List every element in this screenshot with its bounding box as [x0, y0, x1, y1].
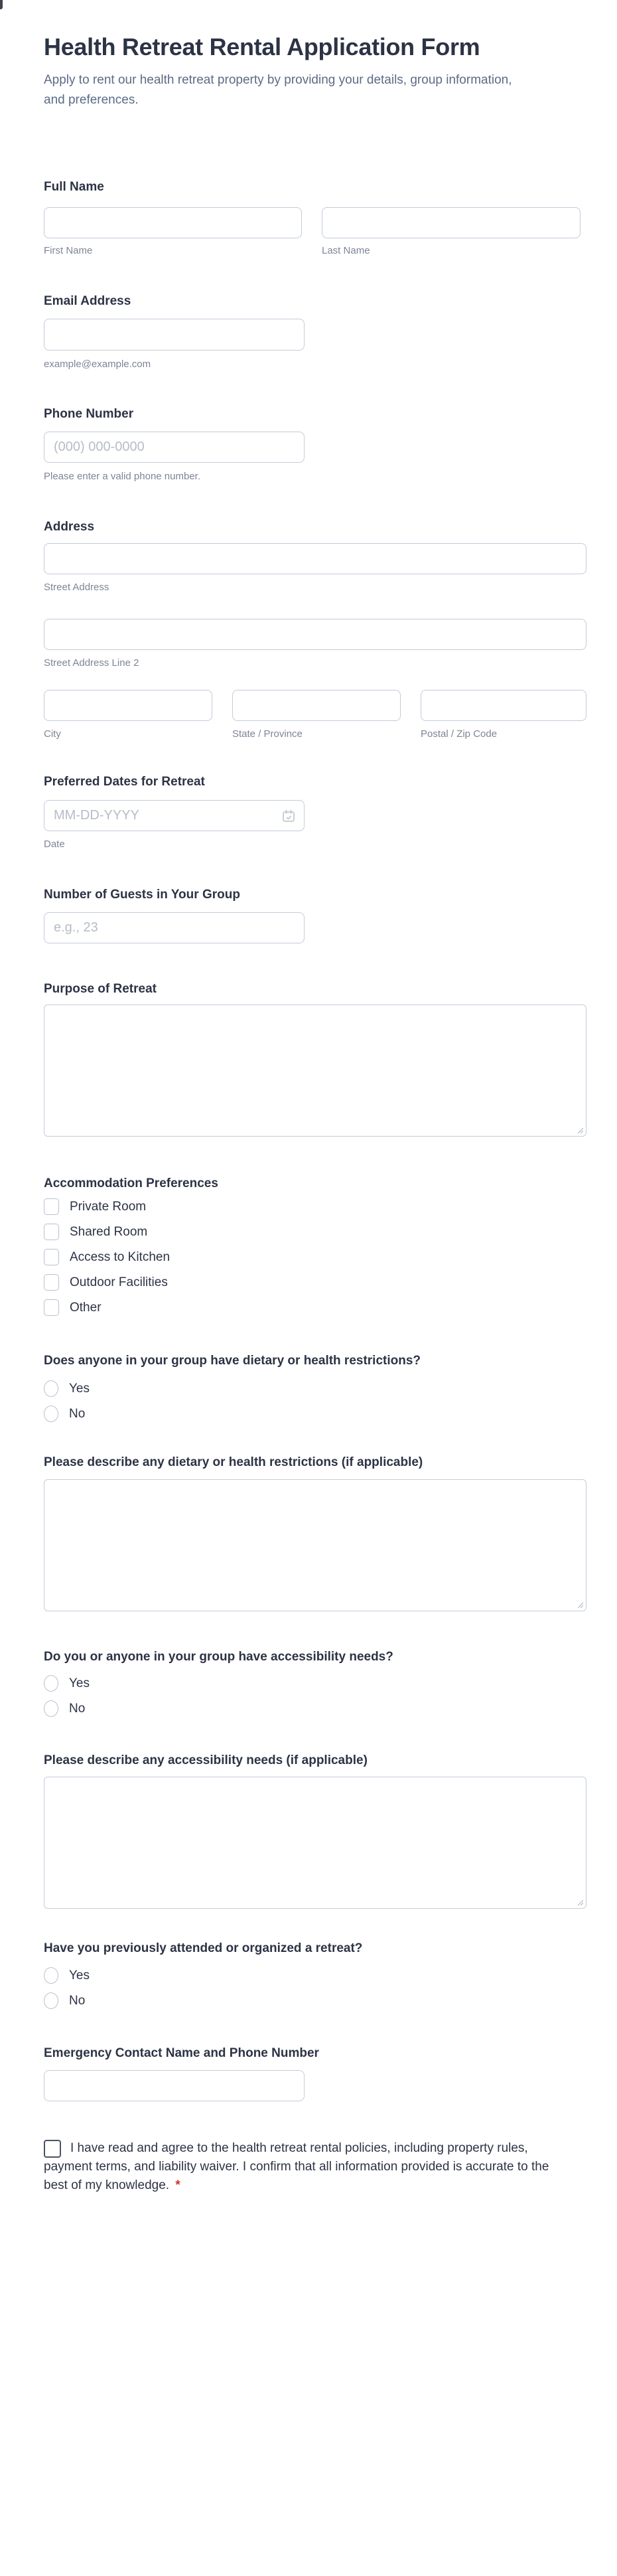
- option-label: Shared Room: [70, 1224, 148, 1239]
- checkbox-option-access-kitchen: [44, 1248, 170, 1266]
- agreement-checkbox[interactable]: [44, 2140, 61, 2158]
- purpose-textarea-wrap: [44, 1005, 586, 1137]
- option-label: No: [69, 1406, 86, 1421]
- emergency-input[interactable]: [44, 2070, 305, 2101]
- last-name-input[interactable]: [322, 207, 581, 238]
- street-address-input[interactable]: [44, 543, 586, 574]
- checkbox[interactable]: [44, 1224, 59, 1240]
- radio-option-accessibility-no: [44, 1700, 85, 1718]
- date-sublabel: Date: [44, 839, 65, 850]
- date-input[interactable]: [44, 800, 305, 831]
- dietary-question-label: Does anyone in your group have dietary or health restrictions?: [44, 1354, 421, 1368]
- purpose-label: Purpose of Retreat: [44, 982, 157, 996]
- emergency-label: Emergency Contact Name and Phone Number: [44, 2046, 319, 2060]
- calendar-check-icon[interactable]: [281, 809, 296, 823]
- page-subtitle: Apply to rent our health retreat property by providing your details, group information, and preferences.: [44, 73, 512, 107]
- option-label: Other: [70, 1300, 102, 1315]
- email-sublabel: example@example.com: [44, 359, 151, 370]
- checkbox[interactable]: [44, 1274, 59, 1291]
- checkbox[interactable]: [44, 1249, 59, 1265]
- checkbox-option-private-room: [44, 1198, 146, 1216]
- radio-option-previous-no: [44, 1992, 85, 2010]
- full-name-label: Full Name: [44, 180, 104, 194]
- option-label: Outdoor Facilities: [70, 1275, 168, 1289]
- phone-sublabel: Please enter a valid phone number.: [44, 471, 200, 482]
- accessibility-textarea[interactable]: [44, 1777, 586, 1909]
- guests-label: Number of Guests in Your Group: [44, 888, 240, 902]
- state-sublabel: State / Province: [232, 728, 303, 740]
- radio-button[interactable]: [44, 1700, 58, 1717]
- radio-button[interactable]: [44, 1380, 58, 1397]
- radio-button[interactable]: [44, 1406, 58, 1422]
- last-name-sublabel: Last Name: [322, 245, 370, 256]
- phone-input[interactable]: [44, 432, 305, 463]
- accessibility-describe-label: Please describe any accessibility needs (if applicable): [44, 1753, 368, 1767]
- street-address-line2-input[interactable]: [44, 619, 586, 650]
- purpose-textarea[interactable]: [44, 1005, 586, 1137]
- preferred-dates-label: Preferred Dates for Retreat: [44, 775, 205, 789]
- street-address-sublabel: Street Address: [44, 582, 109, 593]
- postal-sublabel: Postal / Zip Code: [421, 728, 498, 740]
- agreement-text: I have read and agree to the health retreat rental policies, including property rules, payment terms, and liability waiver. I confirm that all information provided is accurate to the best of my knowledge.: [44, 2141, 549, 2192]
- guests-input[interactable]: [44, 912, 305, 943]
- dietary-textarea[interactable]: [44, 1479, 586, 1611]
- street-address-line2-sublabel: Street Address Line 2: [44, 657, 139, 669]
- address-label: Address: [44, 520, 95, 534]
- option-label: No: [69, 1701, 86, 1716]
- checkbox-option-outdoor-facilities: [44, 1273, 168, 1291]
- radio-option-previous-yes: [44, 1967, 90, 1984]
- accessibility-question-label: Do you or anyone in your group have accessibility needs?: [44, 1650, 393, 1664]
- option-label: No: [69, 1993, 86, 2008]
- checkbox[interactable]: [44, 1299, 59, 1316]
- option-label: Access to Kitchen: [70, 1249, 171, 1264]
- radio-button[interactable]: [44, 1675, 58, 1692]
- accommodation-label: Accommodation Preferences: [44, 1176, 218, 1190]
- date-field: [44, 800, 305, 831]
- first-name-sublabel: First Name: [44, 245, 93, 256]
- dietary-describe-label: Please describe any dietary or health restrictions (if applicable): [44, 1455, 423, 1469]
- checkbox-option-shared-room: [44, 1223, 147, 1241]
- page-title: Health Retreat Rental Application Form: [44, 33, 480, 60]
- option-label: Yes: [69, 1968, 90, 1982]
- email-label: Email Address: [44, 294, 131, 308]
- checkbox[interactable]: [44, 1198, 59, 1215]
- accessibility-textarea-wrap: [44, 1777, 586, 1909]
- option-label: Yes: [69, 1676, 90, 1690]
- checkbox-option-other: [44, 1299, 102, 1317]
- screen-corner-artifact: [0, 0, 3, 9]
- option-label: Yes: [69, 1381, 90, 1396]
- first-name-input[interactable]: [44, 207, 302, 238]
- required-asterisk: *: [175, 2178, 180, 2192]
- email-input[interactable]: [44, 319, 305, 351]
- city-input[interactable]: [44, 690, 212, 721]
- radio-button[interactable]: [44, 1967, 58, 1984]
- radio-option-dietary-no: [44, 1405, 85, 1423]
- radio-button[interactable]: [44, 1992, 58, 2009]
- city-sublabel: City: [44, 728, 61, 740]
- postal-input[interactable]: [421, 690, 586, 721]
- state-input[interactable]: [232, 690, 401, 721]
- option-label: Private Room: [70, 1199, 147, 1214]
- radio-option-dietary-yes: [44, 1380, 90, 1398]
- phone-label: Phone Number: [44, 407, 134, 421]
- previous-question-label: Have you previously attended or organized a retreat?: [44, 1941, 363, 1955]
- radio-option-accessibility-yes: [44, 1674, 90, 1692]
- dietary-textarea-wrap: [44, 1479, 586, 1611]
- agreement-field: [44, 2139, 555, 2195]
